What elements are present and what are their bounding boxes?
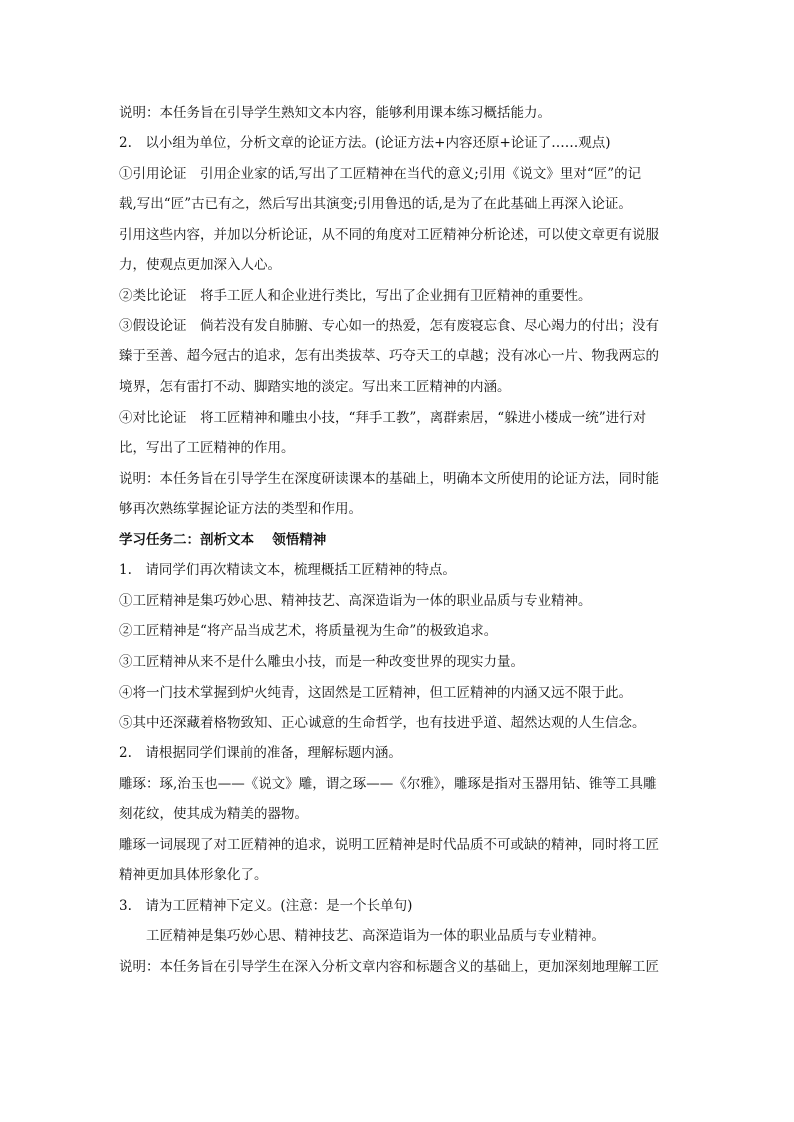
- craftsman-spirit-definition: 工匠精神是集巧妙心思、精神技艺、高深造诣为一体的职业品质与专业精神。: [146, 928, 605, 944]
- hypothesis-argument-line-2: 臻于至善、超今冠古的追求，怎有出类拔萃、巧夺天工的卓越；没有冰心一片、物我两忘的: [119, 348, 659, 364]
- quotation-argument-line-3: 引用这些内容，并加以分析论证，从不同的角度对工匠精神分析论述，可以使文章更有说服: [119, 227, 659, 243]
- question-1-characteristics: 1. 请同学们再次精读文本，梳理概括工匠精神的特点。: [119, 562, 456, 578]
- question-2-title-meaning: 2. 请根据同学们课前的准备，理解标题内涵。: [119, 745, 402, 761]
- question-3-definition: 3. 请为工匠精神下定义。(注意：是一个长单句): [119, 898, 413, 914]
- note-argument-line-2: 够再次熟练掌握论证方法的类型和作用。: [119, 501, 362, 517]
- quotation-argument-line-2: 载,写出“匠”古已有之，然后写出其演变;引用鲁迅的话,是为了在此基础上再深入论证。: [119, 196, 632, 212]
- diaozhuo-definition-line-1: 雕琢：琢,治玉也——《说文》雕，谓之琢——《尔雅》，雕琢是指对玉器用钻、锥等工具雕: [119, 776, 657, 792]
- characteristic-3: ③工匠精神从来不是什么雕虫小技，而是一种改变世界的现实力量。: [119, 654, 524, 670]
- characteristic-5: ⑤其中还深藏着格物致知、正心诚意的生命哲学，也有技进乎道、超然达观的人生信念。: [119, 715, 646, 731]
- hypothesis-argument-line-1: ③假设论证 倘若没有发自肺腑、专心如一的热爱，怎有废寝忘食、尽心竭力的付出；没有: [119, 318, 659, 334]
- question-2-argument-methods: 2. 以小组为单位，分析文章的论证方法。(论证方法+内容还原+论证了……观点): [119, 135, 611, 151]
- contrast-argument-line-2: 比，写出了工匠精神的作用。: [119, 440, 295, 456]
- quotation-argument-line-4: 力，使观点更加深入人心。: [119, 257, 281, 273]
- diaozhuo-meaning-line-2: 精神更加具体形象化了。: [119, 867, 268, 883]
- note-task2: 说明：本任务旨在引导学生在深入分析文章内容和标题含义的基础上，更加深刻地理解工匠: [119, 959, 659, 975]
- task2-heading: 学习任务二：剖析文本 领悟精神: [119, 532, 327, 548]
- characteristic-2: ②工匠精神是“将产品当成艺术，将质量视为生命”的极致追求。: [119, 623, 498, 639]
- diaozhuo-definition-line-2: 刻花纹，使其成为精美的器物。: [119, 806, 308, 822]
- contrast-argument-line-1: ④对比论证 将工匠精神和雕虫小技，“拜手工教”，离群索居，“躲进小楼成一统”进行对: [119, 410, 647, 426]
- analogy-argument: ②类比论证 将手工匠人和企业进行类比，写出了企业拥有卫匠精神的重要性。: [119, 288, 592, 304]
- quotation-argument-line-1: ①引用论证 引用企业家的话,写出了工匠精神在当代的意义;引用《说文》里对“匠”的记: [119, 166, 642, 182]
- diaozhuo-meaning-line-1: 雕琢一词展现了对工匠精神的追求，说明工匠精神是时代品质不可或缺的精神，同时将工匠: [119, 837, 659, 853]
- note-argument-line-1: 说明：本任务旨在引导学生在深度研读课本的基础上，明确本文所使用的论证方法，同时能: [119, 471, 659, 487]
- characteristic-1: ①工匠精神是集巧妙心思、精神技艺、高深造诣为一体的职业品质与专业精神。: [119, 593, 592, 609]
- characteristic-4: ④将一门技术掌握到炉火纯青，这固然是工匠精神，但工匠精神的内涵又远不限于此。: [119, 685, 632, 701]
- note-task1: 说明：本任务旨在引导学生熟知文本内容，能够利用课本练习概括能力。: [119, 105, 551, 121]
- hypothesis-argument-line-3: 境界，怎有雷打不动、脚踏实地的淡定。写出来工匠精神的内涵。: [119, 379, 511, 395]
